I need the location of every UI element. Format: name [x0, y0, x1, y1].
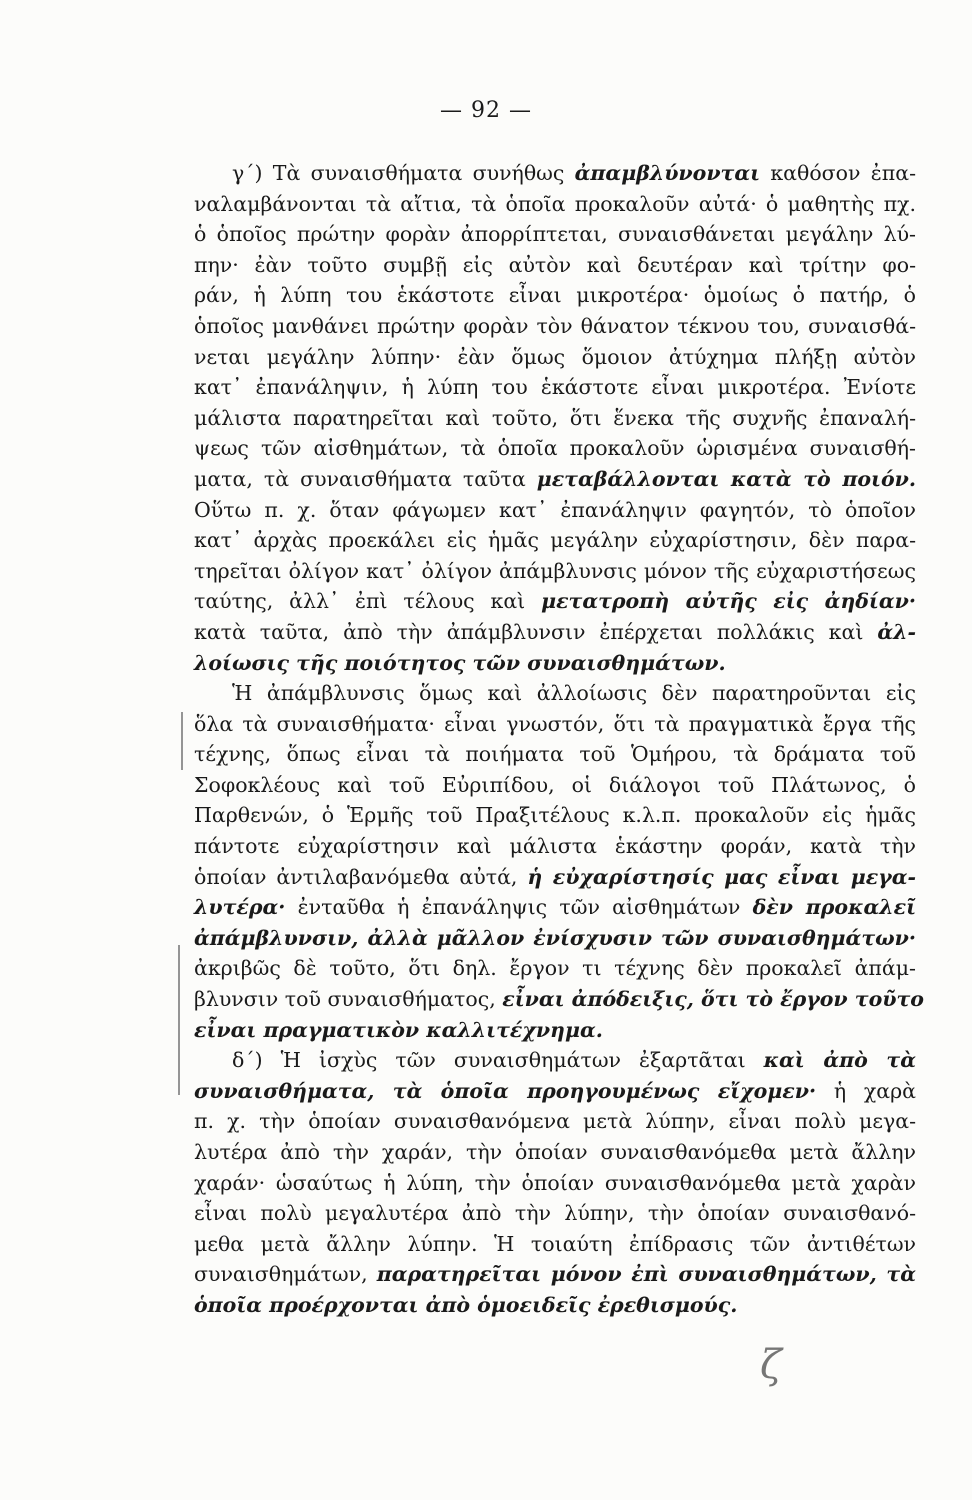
margin-pencil-mark [178, 945, 180, 1095]
text-line: μεθα μετὰ ἄλλην λύπην. Ἡ τοιαύτη ἐπίδρασις τῶν ἀντιθέτων [194, 1231, 916, 1256]
text-line: πάντοτε εὐχαρίστησιν καὶ μάλιστα ἑκάστην φοράν, κατὰ τὴν [194, 834, 916, 859]
emphasized-text: ἀπαμβλύνονται [574, 161, 761, 185]
emphasized-text: παρατηρεῖται μόνον ἐπὶ συναισθημάτων, τὰ [376, 1262, 916, 1287]
text-line: δ΄) Ἡ ἰσχὺς τῶν συναισθημάτων ἐξαρτᾶται καὶ ἀπὸ τὰ [232, 1048, 916, 1073]
text-line: συναισθημάτων, παρατηρεῖται μόνον ἐπὶ συναισθημάτων, τὰ [194, 1262, 916, 1287]
emphasized-text: εἶναι ἀπόδειξις, ὅτι τὸ ἔργον τοῦτο [502, 987, 924, 1012]
text-line: βλυνσιν τοῦ συναισθήματος, εἶναι ἀπόδειξις, ὅτι τὸ ἔργον τοῦτο [194, 987, 924, 1012]
text-line: συναισθήματα, τὰ ὁποῖα προηγουμένως εἴχομεν· ἡ χαρὰ [194, 1078, 916, 1103]
text-line [194, 648, 916, 679]
text-line [194, 923, 916, 954]
text-line: Σοφοκλέους καὶ τοῦ Εὐριπίδου, οἱ διάλογοι τοῦ Πλάτωνος, ὁ [194, 772, 916, 797]
emphasized-text: λυτέρα· [194, 895, 286, 920]
text-line: ἀκριβῶς δὲ τοῦτο, ὅτι δηλ. ἔργον τι τέχνης δὲν προκαλεῖ ἀπάμ- [194, 956, 916, 981]
text-line: π. χ. τὴν ὁποίαν συναισθανόμενα μετὰ λύπην, εἶναι πολὺ μεγα- [194, 1109, 916, 1134]
text-line: κατὰ ταῦτα, ἀπὸ τὴν ἀπάμβλυνσιν ἐπέρχεται πολλάκις καὶ ἀλ- [194, 619, 916, 644]
text-line: ὁποίαν ἀντιλαβανόμεθα αὐτά, ἡ εὐχαρίστησίς μας εἶναι μεγα- [194, 864, 916, 889]
text-line: ταύτης, ἀλλ᾽ ἐπὶ τέλους καὶ μετατροπὴ αὐτῆς εἰς ἀηδίαν· [194, 589, 916, 614]
text-line: Παρθενών, ὁ Ἑρμῆς τοῦ Πραξιτέλους κ.λ.π. προκαλοῦν εἰς ἡμᾶς [194, 803, 916, 828]
emphasized-text: ἀλ- [877, 619, 916, 644]
margin-handwritten-note: ζ [760, 1342, 782, 1388]
text-line: πην· ἐὰν τοῦτο συμβῇ εἰς αὐτὸν καὶ δευτέραν καὶ τρίτην φο- [194, 252, 916, 277]
emphasized-text: μεταβάλλονται κατὰ τὸ ποιόν. [536, 466, 916, 491]
emphasized-text: συναισθήματα, τὰ ὁποῖα προηγουμένως εἴχομεν· [194, 1078, 817, 1103]
text-line: τέχνης, ὅπως εἶναι τὰ ποιήματα τοῦ Ὁμήρου, τὰ δράματα τοῦ [194, 742, 916, 767]
text-line: ὅλα τὰ συναισθήματα· εἶναι γνωστόν, ὅτι τὰ πραγματικὰ ἔργα τῆς [194, 711, 916, 736]
text-line: κατ᾽ ἐπανάληψιν, ἡ λύπη του ἑκάστοτε εἶναι μικροτέρα. Ἐνίοτε [194, 375, 916, 400]
emphasized-text: καὶ ἀπὸ τὰ [763, 1048, 916, 1073]
text-line: κατ᾽ ἀρχὰς προεκάλει εἰς ἡμᾶς μεγάλην εὐχαρίστησιν, δὲν παρα- [194, 528, 916, 553]
text-line: Ἡ ἀπάμβλυνσις ὅμως καὶ ἀλλοίωσις δὲν παρατηροῦνται εἰς [232, 681, 916, 706]
text-line: ψεως τῶν αἰσθημάτων, τὰ ὁποῖα προκαλοῦν ὡρισμένα συναισθή- [194, 436, 916, 461]
emphasized-text: ὁποῖα προέρχονται ἀπὸ ὁμοειδεῖς ἐρεθισμούς. [194, 1292, 738, 1317]
text-line [194, 1290, 916, 1321]
text-line: ματα, τὰ συναισθήματα ταῦτα μεταβάλλονται κατὰ τὸ ποιόν. [194, 466, 916, 491]
text-line: λυτέρα ἀπὸ τὴν χαράν, τὴν ὁποίαν συναισθανόμεθα μετὰ ἄλλην [194, 1140, 916, 1164]
emphasized-text: ἡ εὐχαρίστησίς μας εἶναι μεγα- [527, 864, 916, 889]
emphasized-text: ἀπάμβλυνσιν, ἀλλὰ μᾶλλον ἐνίσχυσιν τῶν συναισθημάτων· [194, 925, 916, 950]
text-line: χαράν· ὡσαύτως ἡ λύπη, τὴν ὁποίαν συναισθανόμεθα μετὰ χαρὰν [194, 1170, 916, 1195]
text-line: λυτέρα· ἐνταῦθα ἡ ἐπανάληψις τῶν αἰσθημάτων δὲν προκαλεῖ [194, 895, 916, 920]
text-line: ναλαμβάνονται τὰ αἴτια, τὰ ὁποῖα προκαλοῦν αὐτά· ὁ μαθητὴς πχ. [194, 191, 916, 216]
text-line: νεται μεγάλην λύπην· ἐὰν ὅμως ὅμοιον ἀτύχημα πλήξῃ αὐτὸν [194, 344, 916, 369]
text-line: εἶναι πολὺ μεγαλυτέρα ἀπὸ τὴν λύπην, τὴν ὁποίαν συναισθανό- [194, 1201, 916, 1226]
text-line: Οὕτω π. χ. ὅταν φάγωμεν κατ᾽ ἐπανάληψιν φαγητόν, τὸ ὁποῖον [194, 497, 916, 522]
page-number: — 92 — [440, 98, 532, 123]
text-line: τηρεῖται ὀλίγον κατ᾽ ὀλίγον ἀπάμβλυνσις μόνον τῆς εὐχαριστήσεως [194, 558, 916, 583]
text-line: γ΄) Τὰ συναισθήματα συνήθως ἀπαμβλύνονται καθόσον ἐπα- [232, 161, 916, 185]
emphasized-text: δὲν προκαλεῖ [752, 895, 916, 920]
text-line [194, 1015, 916, 1046]
text-line: ὁ ὁποῖος πρώτην φορὰν ἀπορρίπτεται, συναισθάνεται μεγάλην λύ- [194, 222, 916, 247]
emphasized-text: εἶναι πραγματικὸν καλλιτέχνημα. [194, 1017, 603, 1042]
emphasized-text: μετατροπὴ αὐτῆς εἰς ἀηδίαν· [541, 589, 916, 614]
text-line: μάλιστα παρατηρεῖται καὶ τοῦτο, ὅτι ἕνεκα τῆς συχνῆς ἐπαναλή- [194, 405, 916, 430]
body-text [194, 158, 924, 1321]
margin-pencil-mark [181, 712, 183, 770]
text-line: ὁποῖος μανθάνει πρώτην φορὰν τὸν θάνατον τέκνου του, συναισθά- [194, 313, 916, 338]
text-line: ράν, ἡ λύπη του ἑκάστοτε εἶναι μικροτέρα· ὁμοίως ὁ πατήρ, ὁ [194, 283, 916, 308]
emphasized-text: λοίωσις τῆς ποιότητος τῶν συναισθημάτων. [194, 650, 726, 675]
